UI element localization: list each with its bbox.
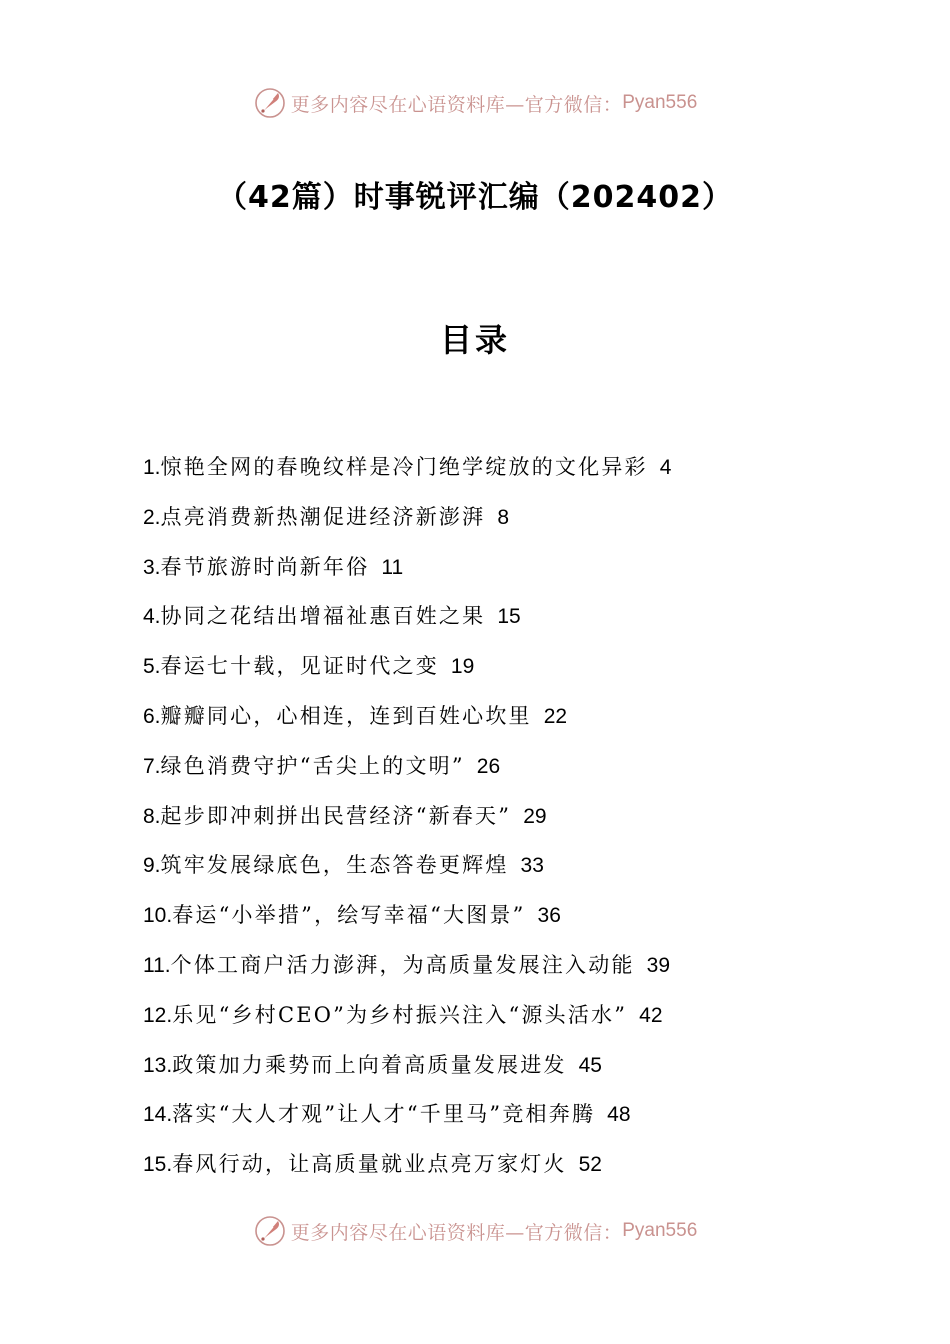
toc-entry[interactable] [143,646,803,696]
toc-entry-number: 8. [143,804,161,828]
toc-entry-number: 6. [143,704,161,728]
toc-entry-title: 春风行动，让高质量就业点亮万家灯火 [172,1152,567,1177]
toc-entry-page-number: 33 [520,854,544,878]
toc-entry-page-number: 8 [497,505,510,529]
toc-entry-number: 2. [143,505,161,529]
watermark-wechat-id: Pyan556 [622,1220,698,1241]
toc-entry-page-number: 15 [497,605,521,629]
toc-entry[interactable] [143,1045,803,1095]
toc-entry-title: 协同之花结出增福祉惠百姓之果 [160,604,486,629]
toc-entry-number: 5. [143,655,161,679]
toc-entry-page-number: 42 [639,1003,663,1027]
watermark-text: 更多内容尽在心语资料库—官方微信： [290,93,623,116]
toc-entry-title: 春节旅游时尚新年俗 [160,554,370,579]
toc-entry[interactable] [143,696,803,746]
toc-entry-number: 10. [143,904,173,928]
toc-entry-number: 9. [143,854,161,878]
toc-entry-number: 13. [143,1053,173,1077]
toc-entry-title: 落实“大人才观”让人才“千里马”竞相奔腾 [172,1102,596,1127]
toc-entry[interactable] [143,1094,803,1144]
toc-entry-page-number: 39 [646,953,670,977]
toc-entry-page-number: 26 [476,754,501,778]
toc-entry-page-number: 36 [537,904,561,928]
toc-entry[interactable] [143,447,803,497]
toc-entry-number: 1. [143,456,161,479]
toc-entry[interactable] [143,596,803,646]
header-watermark [0,83,950,123]
quill-logo-icon [253,1214,287,1248]
toc-entry-title: 乐见“乡村CEO”为乡村振兴注入“源头活水” [172,1002,628,1027]
toc-entry-title: 政策加力乘势而上向着高质量发展进发 [172,1052,567,1077]
toc-entry[interactable] [143,746,803,796]
toc-entry-page-number: 11 [381,555,404,579]
watermark-wechat-id: Pyan556 [622,92,698,113]
toc-entry-title: 春运七十载，见证时代之变 [160,654,439,679]
toc-entry[interactable] [143,497,803,547]
toc-entry-title: 起步即冲刺拼出民营经济“新春天” [160,803,512,828]
toc-entry-page-number: 19 [450,655,475,679]
watermark-text: 更多内容尽在心语资料库—官方微信： [290,1221,623,1244]
toc-entry[interactable] [143,547,803,597]
toc-entry[interactable] [143,995,803,1045]
toc-entry-page-number: 22 [543,704,568,728]
toc-entry-number: 11. [143,953,171,977]
toc-entry[interactable] [143,945,803,995]
table-of-contents [143,447,803,1194]
toc-entry-title: 瓣瓣同心，心相连，连到百姓心坎里 [160,703,532,728]
toc-entry-number: 4. [143,605,161,629]
toc-entry-number: 14. [143,1103,173,1127]
toc-entry-title: 个体工商户活力澎湃，为高质量发展注入动能 [170,952,635,977]
toc-entry-title: 春运“小举措”，绘写幸福“大图景” [172,903,526,928]
quill-logo-icon [253,86,287,120]
footer-watermark [0,1211,950,1251]
toc-entry-page-number: 29 [523,804,547,828]
toc-entry-page-number: 48 [607,1103,631,1127]
toc-entry[interactable] [143,845,803,895]
toc-entry-page-number: 45 [578,1053,602,1077]
toc-entry-number: 7. [143,754,161,778]
toc-entry-page-number: 4 [659,456,672,479]
toc-entry[interactable] [143,895,803,945]
document-title: （42篇）时事锐评汇编（202402） [217,180,733,215]
toc-entry[interactable] [143,1144,803,1194]
toc-entry-number: 15. [143,1153,173,1177]
toc-entry-number: 12. [143,1003,173,1027]
toc-entry-title: 筑牢发展绿底色，生态答卷更辉煌 [160,853,509,878]
toc-entry-title: 点亮消费新热潮促进经济新澎湃 [160,504,486,529]
toc-entry-title: 绿色消费守护“舌尖上的文明” [160,753,465,778]
toc-entry-title: 惊艳全网的春晚纹样是冷门绝学绽放的文化异彩 [160,455,648,479]
toc-heading: 目录 [439,321,510,359]
toc-entry[interactable] [143,796,803,846]
toc-entry-number: 3. [143,555,161,579]
toc-entry-page-number: 52 [578,1153,602,1177]
